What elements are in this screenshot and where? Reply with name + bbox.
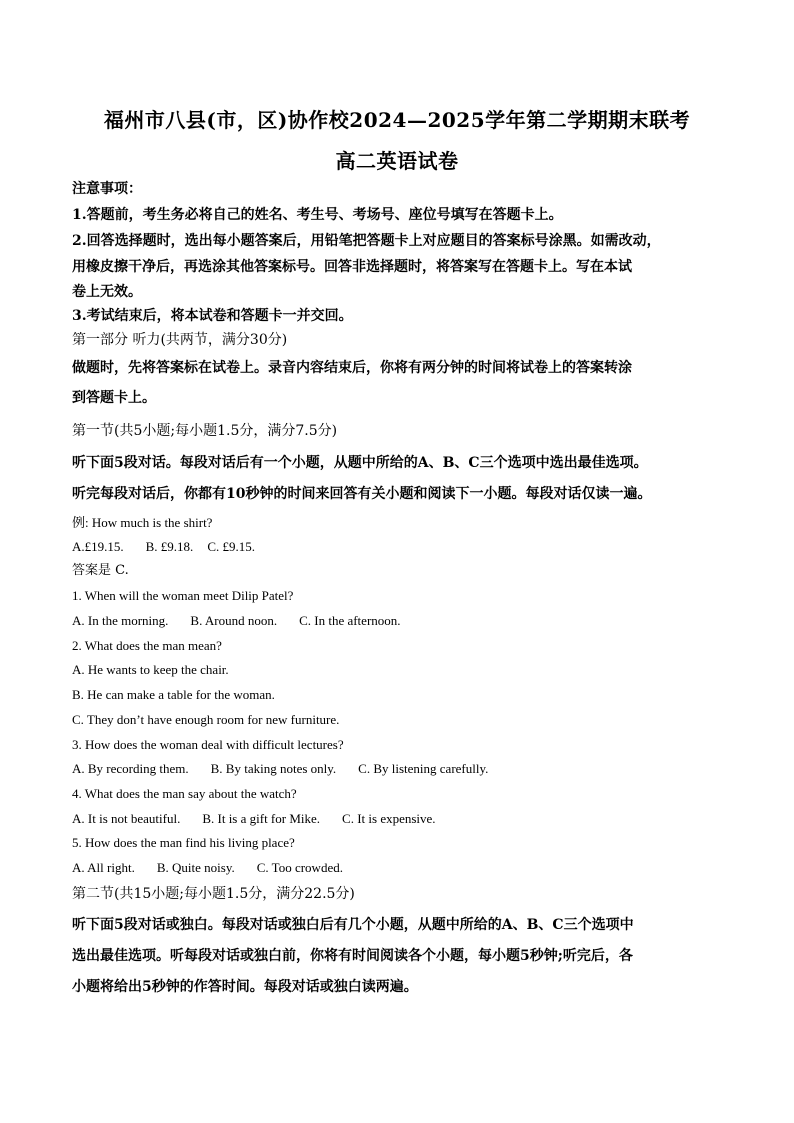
question-4-option-a: A. It is not beautiful. xyxy=(72,811,181,826)
exam-title: 福州市八县(市，区)协作校2024—2025学年第二学期期末联考 xyxy=(103,108,691,132)
part1-heading: 第一部分 听力(共两节，满分30分) xyxy=(72,332,288,348)
notice-item-1: 1.答题前，考生务必将自己的姓名、考生号、考场号、座位号填写在答题卡上。 xyxy=(72,207,563,223)
section2-heading: 第二节(共15小题;每小题1.5分，满分22.5分) xyxy=(72,886,355,902)
question-5: 5. How does the man find his living place? xyxy=(72,835,295,850)
question-3-options xyxy=(72,760,734,778)
question-3-option-c: C. By listening carefully. xyxy=(358,761,489,776)
notice-item-2-line-3: 卷上无效。 xyxy=(72,284,142,300)
section2-instruction-line-1: 听下面5段对话或独白。每段对话或独白后有几个小题，从题中所给的A、B、C三个选项中 xyxy=(72,917,634,933)
question-2: 2. What does the man mean? xyxy=(72,638,222,653)
question-1-option-a: A. In the morning. xyxy=(72,613,169,628)
example-answer: 答案是 C. xyxy=(72,563,129,578)
question-4-option-b: B. It is a gift for Mike. xyxy=(202,811,321,826)
section2-instruction-line-3: 小题将给出5秒钟的作答时间。每段对话或独白读两遍。 xyxy=(72,979,418,995)
section1-instruction-line-1: 听下面5段对话。每段对话后有一个小题，从题中所给的A、B、C三个选项中选出最佳选项。 xyxy=(72,455,648,471)
example-option-c: C. £9.15. xyxy=(207,539,255,554)
example-options xyxy=(72,538,734,556)
question-1-options xyxy=(72,612,734,630)
question-4-options xyxy=(72,810,734,828)
question-3: 3. How does the woman deal with difficult lectures? xyxy=(72,737,344,752)
question-4: 4. What does the man say about the watch? xyxy=(72,786,297,801)
question-3-option-b: B. By taking notes only. xyxy=(210,761,337,776)
question-1-option-b: B. Around noon. xyxy=(190,613,278,628)
section1-instruction-line-2: 听完每段对话后，你都有10秒钟的时间来回答有关小题和阅读下一小题。每段对话仅读一遍。 xyxy=(72,486,652,502)
part1-intro-line-2: 到答题卡上。 xyxy=(72,390,156,406)
question-2-option-a: A. He wants to keep the chair. xyxy=(72,662,229,677)
example-question: 例: How much is the shirt? xyxy=(72,515,213,530)
exam-subtitle: 高二英语试卷 xyxy=(335,149,459,173)
question-4-option-c: C. It is expensive. xyxy=(342,811,436,826)
question-1-option-c: C. In the afternoon. xyxy=(299,613,401,628)
question-5-option-c: C. Too crowded. xyxy=(256,860,343,875)
question-5-options xyxy=(72,859,734,877)
example-option-b: B. £9.18. xyxy=(145,539,194,554)
question-2-option-c: C. They don’t have enough room for new furniture. xyxy=(72,712,340,727)
part1-intro-line-1: 做题时，先将答案标在试卷上。录音内容结束后，你将有两分钟的时间将试卷上的答案转涂 xyxy=(72,360,632,376)
section2-instruction-line-2: 选出最佳选项。听每段对话或独白前，你将有时间阅读各个小题，每小题5秒钟;听完后，各 xyxy=(72,948,633,964)
notice-item-2-line-2: 用橡皮擦干净后，再选涂其他答案标号。回答非选择题时，将答案写在答题卡上。写在本试 xyxy=(72,259,632,275)
question-2-option-b: B. He can make a table for the woman. xyxy=(72,687,275,702)
notice-item-2-line-1: 2.回答选择题时，选出每小题答案后，用铅笔把答题卡上对应题目的答案标号涂黑。如需改动， xyxy=(72,233,661,249)
question-3-option-a: A. By recording them. xyxy=(72,761,189,776)
question-1: 1. When will the woman meet Dilip Patel? xyxy=(72,588,294,603)
section1-heading: 第一节(共5小题;每小题1.5分，满分7.5分) xyxy=(72,423,338,439)
question-5-option-a: A. All right. xyxy=(72,860,135,875)
notice-item-3: 3.考试结束后，将本试卷和答题卡一并交回。 xyxy=(72,308,353,324)
question-5-option-b: B. Quite noisy. xyxy=(156,860,235,875)
example-option-a: A.£19.15. xyxy=(72,539,124,554)
notice-heading: 注意事项： xyxy=(72,181,142,197)
